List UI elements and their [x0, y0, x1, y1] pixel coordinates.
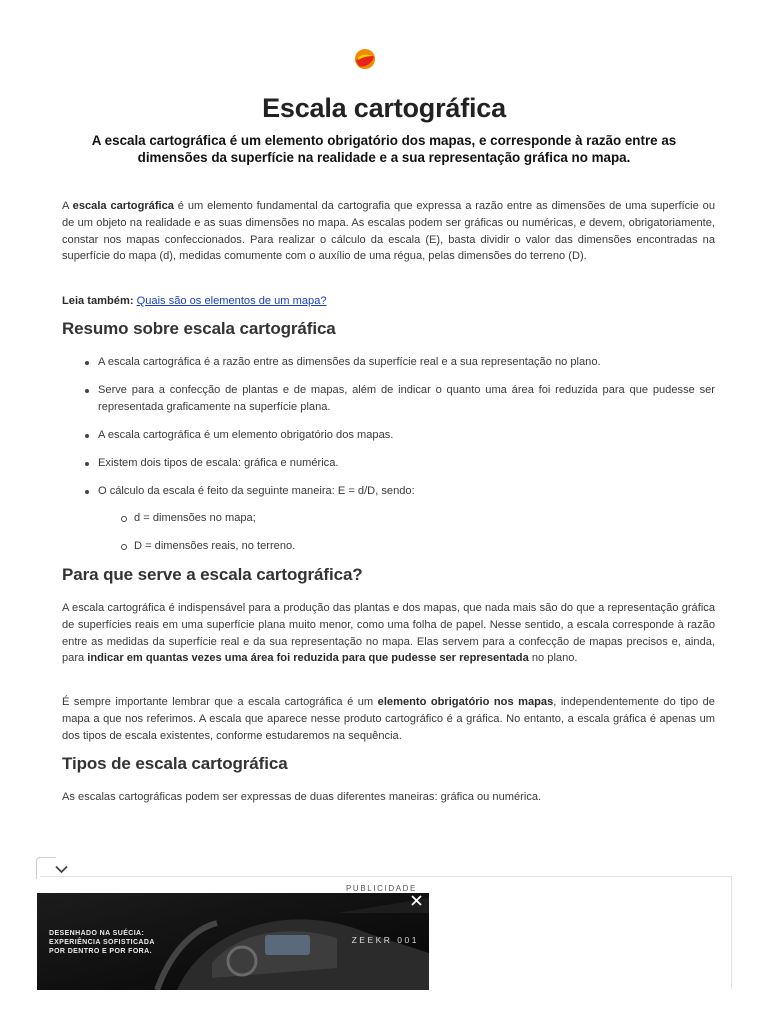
close-icon[interactable]	[411, 894, 422, 909]
heading-resumo: Resumo sobre escala cartográfica	[62, 319, 336, 338]
intro-term: escala cartográfica	[72, 200, 174, 212]
sublist-item: d = dimensões no mapa;	[134, 510, 751, 527]
sublist-item: D = dimensões reais, no terreno.	[134, 538, 751, 555]
list-item: A escala cartográfica é a razão entre as dimensões da superfície real e a sua representação no plano.	[98, 354, 715, 371]
page-title: Escala cartográfica	[262, 93, 506, 123]
para-que-serve-paragraph-2: É sempre importante lembrar que a escala cartográfica é um elemento obrigatório nos mapas, independentemente do tipo de mapa a que nos referimos. A escala que aparece nesse produto cartográfico é a gráfica. No entanto, a escala gráfica é apenas um dos tipos de escala existentes, conforme estudaremos na sequência.	[62, 696, 715, 742]
tipos-paragraph: As escalas cartográficas podem ser expressas de duas diferentes maneiras: gráfica ou numérica.	[62, 791, 542, 803]
ad-brand: ZEEKR 001	[351, 935, 419, 945]
list-item: Serve para a confecção de plantas e de mapas, além de indicar o quanto uma área foi reduzida para que pudesse ser representada graficamente na superfície plana.	[98, 382, 715, 416]
list-item: Existem dois tipos de escala: gráfica e numérica.	[98, 455, 715, 472]
leia-tambem-link[interactable]: Quais são os elementos de um mapa?	[136, 295, 327, 307]
para-que-serve-paragraph-1: A escala cartográfica é indispensável para a produção das plantas e dos mapas, que nada mais são do que a representação gráfica de superfícies reais em uma superfície plana muito menor, como uma folha de papel. Nesse sentido, a escala corresponde à razão entre as medidas da superfície real e da sua representação no mapa. Elas servem para a confecção de mapas precisos e, ainda, para indicar em quantas vezes uma área foi reduzida para que pudesse ser representada no plano.	[62, 602, 715, 665]
ad-banner[interactable]	[37, 893, 429, 990]
page-subtitle: A escala cartográfica é um elemento obrigatório dos mapas, e corresponde à razão entre as dimensões da superfície na realidade e a sua representação gráfica no mapa.	[91, 133, 677, 165]
leia-tambem	[62, 293, 715, 310]
site-logo-icon[interactable]	[354, 48, 376, 70]
intro-paragraph: A escala cartográfica é um elemento fundamental da cartografia que expressa a razão entre as dimensões de uma superfície ou de um objeto na realidade e as suas dimensões no mapa. As escalas podem ser gráficas ou numéricas, e devem, obrigatoriamente, constar nos mapas confeccionados. Para realizar o cálculo da escala (E), basta dividir o valor das dimensões encontradas na superfície do mapa (d), medidas comumente com o auxílio de uma régua, pelas dimensões do terreno (D).	[62, 200, 715, 263]
list-item: O cálculo da escala é feito da seguinte maneira: E = d/D, sendo:	[98, 483, 715, 500]
list-item: A escala cartográfica é um elemento obrigatório dos mapas.	[98, 427, 715, 444]
ad-label: PUBLICIDADE	[346, 884, 417, 893]
heading-para-que-serve: Para que serve a escala cartográfica?	[62, 565, 363, 584]
ad-banner-text: DESENHADO NA SUÉCIA: EXPERIÊNCIA SOFISTICADA POR DENTRO E POR FORA.	[49, 930, 155, 955]
heading-tipos: Tipos de escala cartográfica	[62, 754, 288, 773]
leia-tambem-label: Leia também:	[62, 295, 134, 307]
chevron-down-icon[interactable]	[55, 862, 68, 877]
